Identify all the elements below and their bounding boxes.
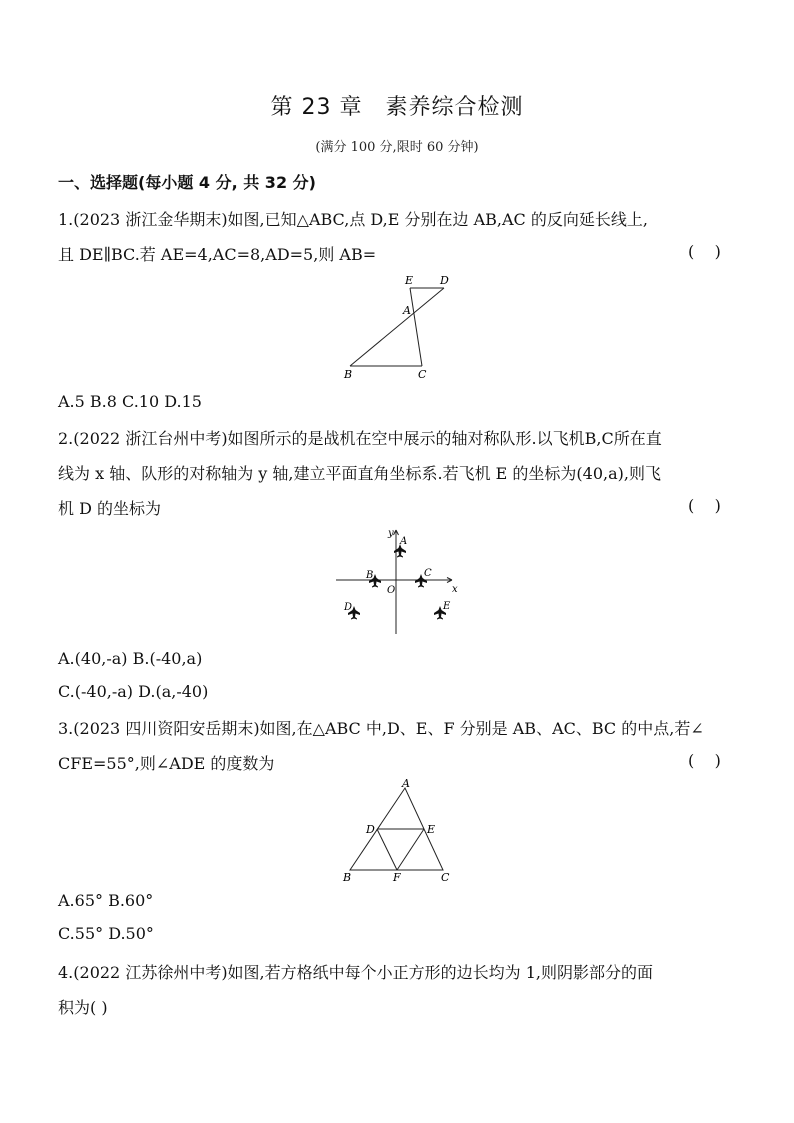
q3-options-row2: C.55° D.50° [58,924,154,943]
q2-label-x: x [452,584,458,595]
q3-label-d: D [366,823,375,836]
q3-label-e: E [427,823,436,836]
q2-label-o: O [387,585,396,596]
q1-options: A.5 B.8 C.10 D.15 [58,392,202,411]
q1-label-d: D [440,274,449,287]
q1-label-a: A [403,304,411,317]
q3-line2: CFE=55°,则∠ADE 的度数为 [58,754,275,773]
q2-options-row1: A.(40,-a) B.(-40,a) [58,649,203,668]
q1-figure [330,270,460,385]
q3-label-a: A [402,778,410,790]
q2-label-b: B [366,570,374,581]
q3-label-f: F [393,871,401,884]
q3-label-c: C [441,871,450,884]
q3-answer-paren: ( ) [688,751,721,770]
q4-line2: 积为( ) [58,998,108,1017]
q4-line1: 4.(2022 江苏徐州中考)如图,若方格纸中每个小正方形的边长均为 1,则阴影部分的面 [58,963,653,982]
q3-options-row1: A.65° B.60° [58,891,154,910]
q1-label-c: C [418,368,427,381]
q3-figure [335,778,460,884]
q2-figure [330,522,465,640]
q1-line2: 且 DE∥BC.若 AE=4,AC=8,AD=5,则 AB= [58,245,377,264]
q2-label-a: A [400,536,408,547]
page-title: 第 23 章 素养综合检测 [270,95,524,120]
q2-line2: 线为 x 轴、队形的对称轴为 y 轴,建立平面直角坐标系.若飞机 E 的坐标为(40,a),则飞 [58,464,661,483]
q3-line1: 3.(2023 四川资阳安岳期末)如图,在△ABC 中,D、E、F 分别是 AB、AC、BC 的中点,若∠ [58,719,704,738]
q1-line1: 1.(2023 浙江金华期末)如图,已知△ABC,点 D,E 分别在边 AB,AC 的反向延长线上, [58,210,648,229]
q2-line3: 机 D 的坐标为 [58,499,162,518]
q2-answer-paren: ( ) [688,496,721,515]
q2-options-row2: C.(-40,-a) D.(a,-40) [58,682,209,701]
q1-answer-paren: ( ) [688,242,721,261]
q2-label-d: D [344,602,353,613]
q2-label-c: C [424,568,432,579]
section-heading: 一、选择题(每小题 4 分, 共 32 分) [58,173,316,192]
q2-label-e: E [443,601,451,612]
q2-line1: 2.(2022 浙江台州中考)如图所示的是战机在空中展示的轴对称队形.以飞机B,C所在直 [58,429,662,448]
q3-label-b: B [343,871,352,884]
q1-label-b: B [344,368,353,381]
q2-label-y: y [388,528,394,539]
q1-label-e: E [405,274,414,287]
page-subtitle: (满分 100 分,限时 60 分钟) [315,140,479,155]
